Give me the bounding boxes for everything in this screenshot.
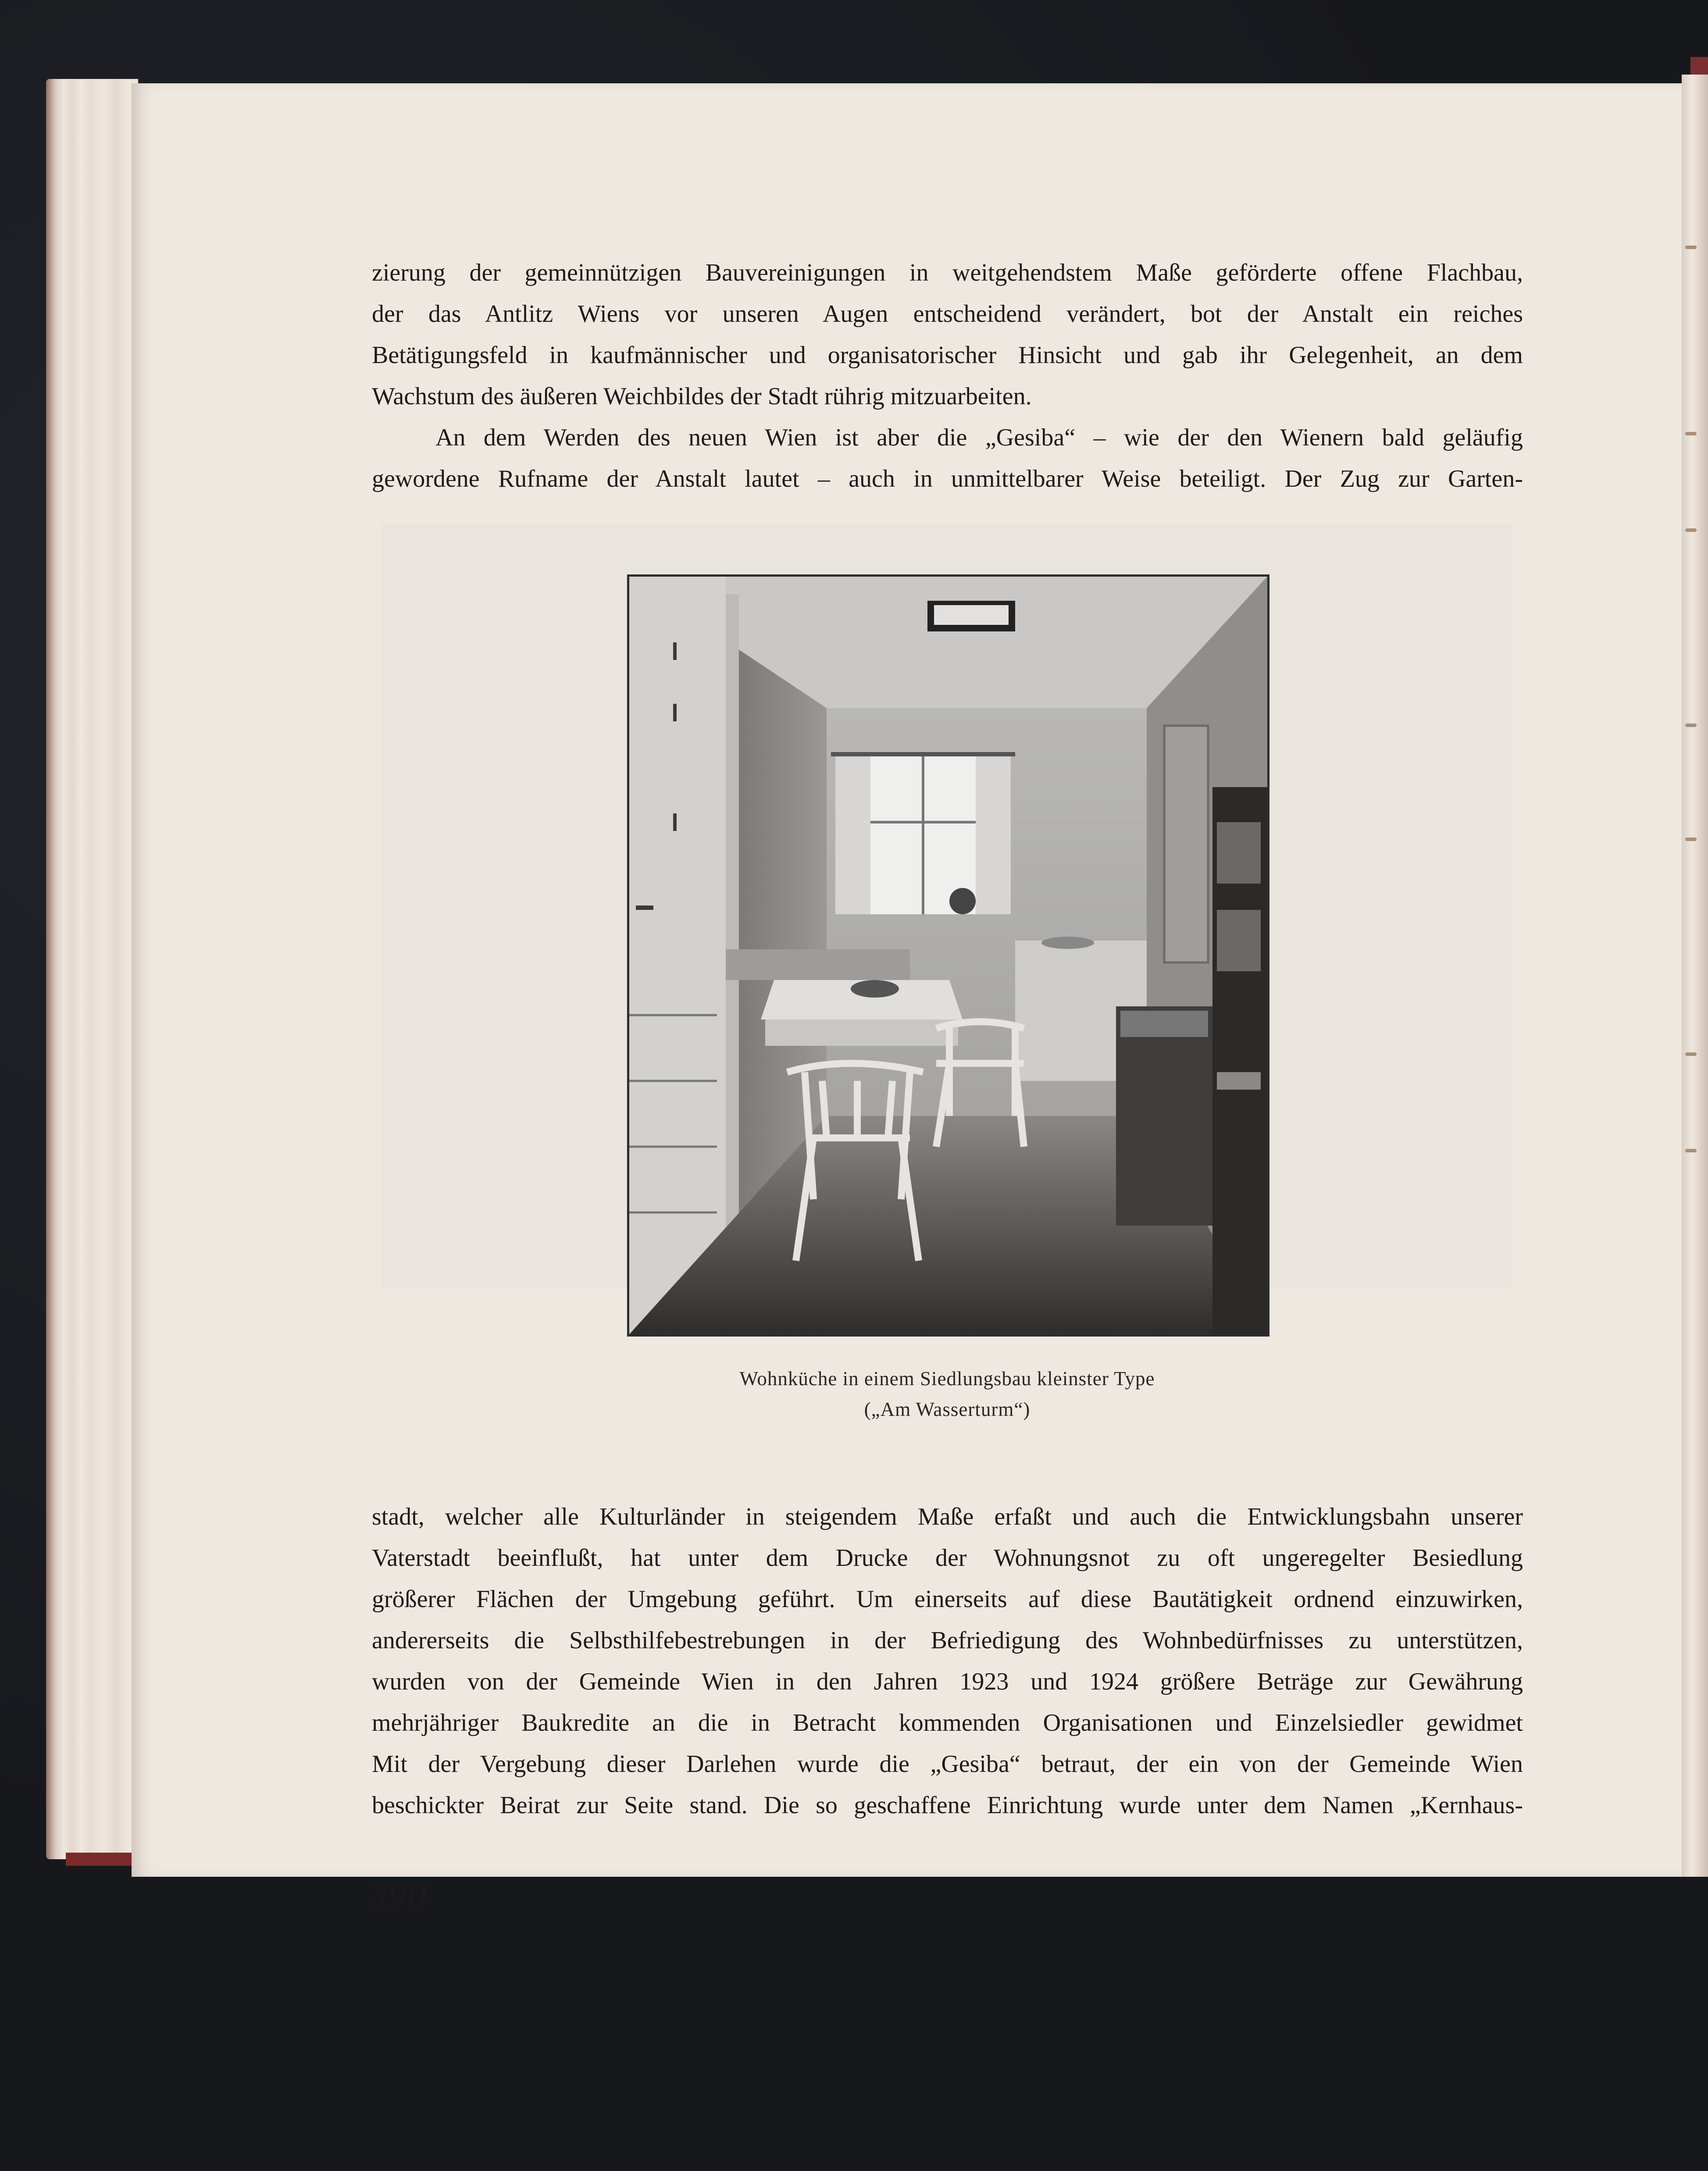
figure-caption-line1: Wohnküche in einem Siedlungsbau kleinster Type <box>739 1368 1155 1390</box>
left-page-edges <box>46 79 138 1859</box>
text-line: beschickter Beirat zur Seite stand. Die so geschaffene Einrichtung wurde unter dem Namen „Kernhaus- <box>372 1792 1523 1819</box>
kitchen-photo-drawing <box>629 577 1267 1334</box>
figure-caption-line2: („Am Wasserturm“) <box>864 1398 1031 1420</box>
binding-edge <box>1682 75 1708 1877</box>
binding-stitch <box>1685 724 1697 727</box>
text-line: Mit der Vergebung dieser Darlehen wurde die „Gesiba“ betraut, der ein von der Gemeinde Wien <box>372 1750 1523 1778</box>
page-number: 390 <box>367 1878 428 1914</box>
binding-stitch <box>1685 246 1697 249</box>
binding-stitch <box>1685 432 1697 435</box>
binding-stitch <box>1685 1052 1697 1056</box>
text-line: Vaterstadt beeinflußt, hat unter dem Drucke der Wohnungsnot zu oft ungeregelter Besiedlung <box>372 1544 1523 1572</box>
kitchen-photograph <box>627 574 1269 1337</box>
text-line: wurden von der Gemeinde Wien in den Jahren 1923 und 1924 größere Beträge zur Gewährung <box>372 1668 1523 1695</box>
text-line: zierung der gemeinnützigen Bauvereinigungen in weitgehendstem Maße geförderte offene Flachbau, <box>372 259 1523 286</box>
top-text-block <box>372 252 1523 499</box>
text-line: stadt, welcher alle Kulturländer in steigendem Maße erfaßt und auch die Entwicklungsbahn unserer <box>372 1503 1523 1530</box>
text-line: Betätigungsfeld in kaufmännischer und organisatorischer Hinsicht und gab ihr Gelegenheit, an dem <box>372 342 1523 369</box>
binding-stitch <box>1685 838 1697 841</box>
text-line: gewordene Rufname der Anstalt lautet – auch in unmittelbarer Weise beteiligt. Der Zug zur Garten- <box>372 465 1523 492</box>
binding-stitch <box>1685 1149 1697 1152</box>
binding-stitch <box>1685 528 1697 532</box>
bottom-text-block <box>372 1496 1523 1826</box>
text-line: An dem Werden des neuen Wien ist aber die „Gesiba“ – wie der den Wienern bald geläufig <box>435 424 1523 451</box>
text-line: größerer Flächen der Umgebung geführt. Um einerseits auf diese Bautätigkeit ordnend einzuwirken, <box>372 1586 1523 1613</box>
text-line: Wachstum des äußeren Weichbildes der Stadt rührig mitzuarbeiten. <box>372 383 1032 410</box>
text-line: mehrjähriger Baukredite an die in Betracht kommenden Organisationen und Einzelsiedler gewidmet <box>372 1709 1523 1736</box>
text-line: der das Antlitz Wiens vor unseren Augen entscheidend verändert, bot der Anstalt ein reiches <box>372 300 1523 328</box>
book-cover-edge <box>66 1853 140 1866</box>
text-line: andererseits die Selbsthilfebestrebungen in der Befriedigung des Wohnbedürfnisses zu unterstützen, <box>372 1627 1523 1654</box>
